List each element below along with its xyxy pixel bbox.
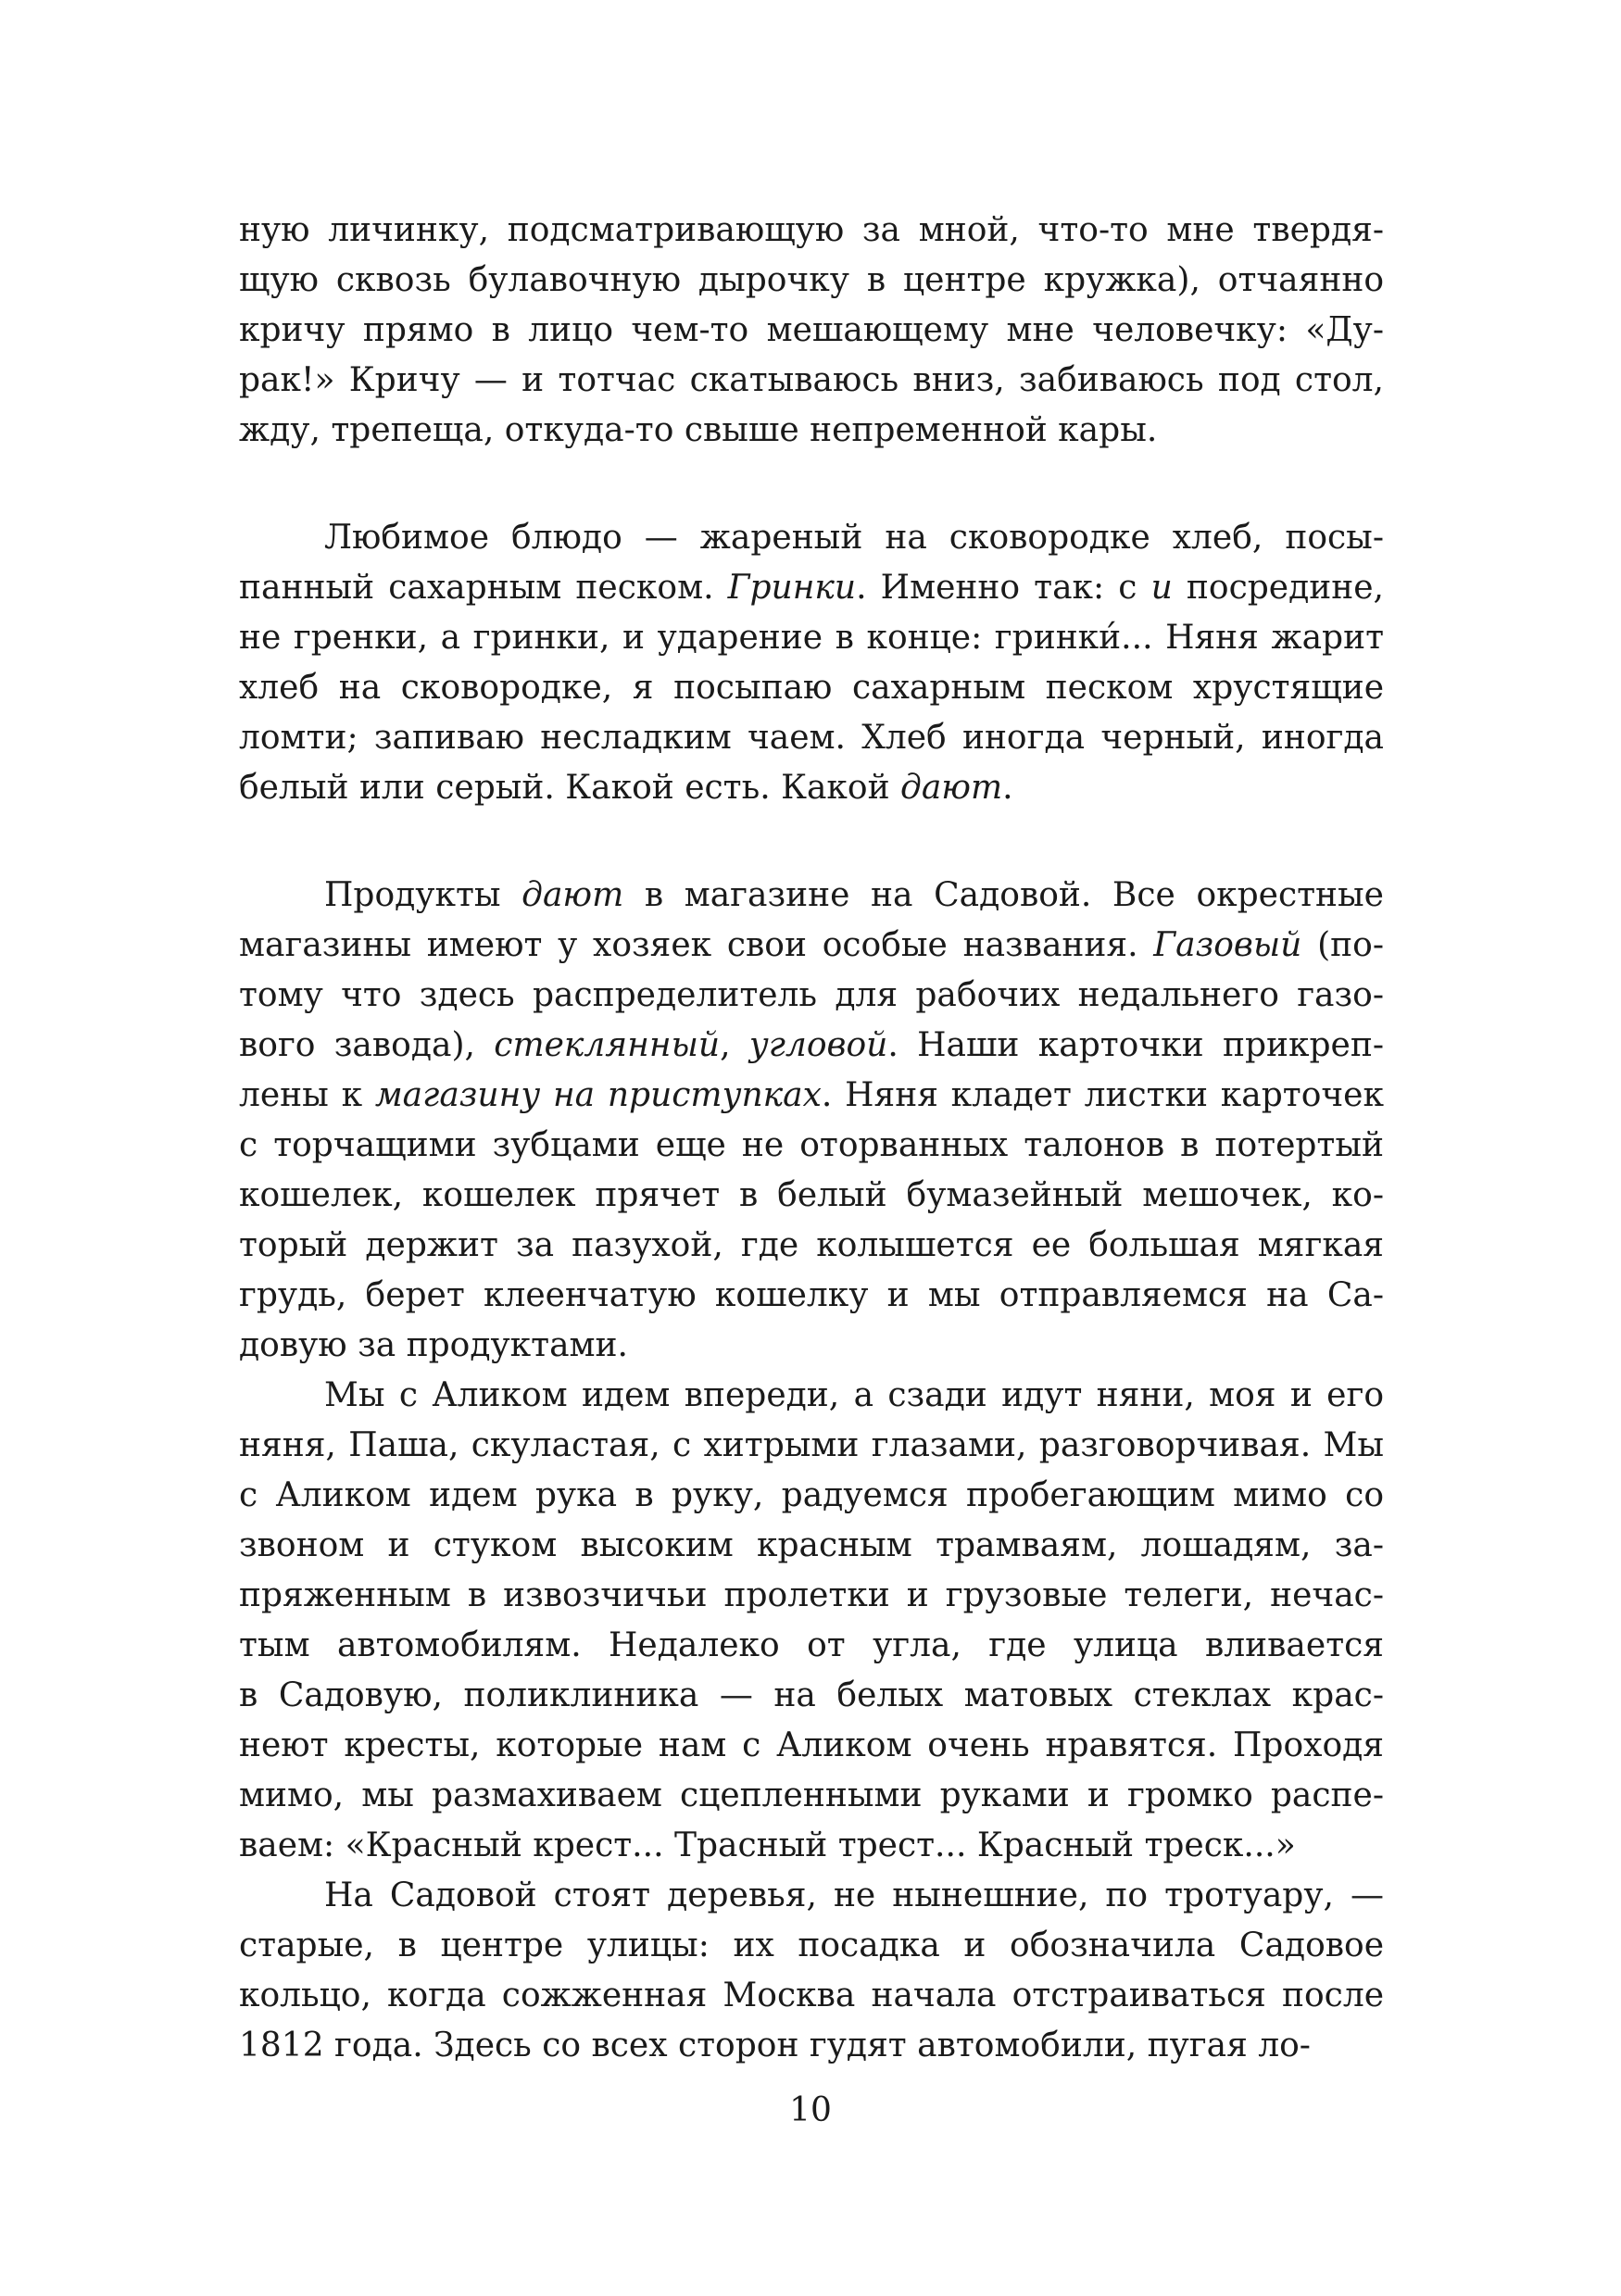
italic-text: и bbox=[1150, 569, 1173, 607]
text-line bbox=[239, 1021, 1384, 1071]
text-run: Продукты bbox=[324, 876, 522, 914]
paragraph bbox=[239, 513, 1384, 813]
italic-text: дают bbox=[900, 769, 1003, 807]
italic-text: угловой bbox=[748, 1026, 888, 1064]
paragraph bbox=[239, 206, 1384, 456]
text-line bbox=[239, 1921, 1384, 1971]
page-number: 10 bbox=[789, 2091, 832, 2129]
text-line bbox=[239, 921, 1384, 971]
text-run: белый или серый. Какой есть. Какой bbox=[239, 769, 901, 807]
text-run: няня, Паша, скуластая, с хитрыми глазами, разговорчивая. Мы bbox=[239, 1426, 1384, 1464]
text-run: старые, в центре улицы: их посадка и обозначила Садовое bbox=[239, 1926, 1384, 1964]
italic-text: стеклянный bbox=[494, 1026, 721, 1064]
text-line bbox=[239, 1871, 1384, 1921]
text-run: вого завода), bbox=[239, 1026, 495, 1064]
text-run: звоном и стуком высоким красным трамваям, лошадям, за- bbox=[239, 1526, 1384, 1564]
text-run: с торчащими зубцами еще не оторванных талонов в потертый bbox=[239, 1126, 1384, 1164]
text-run: лены к bbox=[239, 1076, 375, 1114]
text-run: . Няня кладет листки карточек bbox=[821, 1076, 1384, 1114]
italic-text: Гринки bbox=[727, 569, 857, 607]
text-run: довую за продуктами. bbox=[239, 1326, 628, 1364]
text-line bbox=[239, 1521, 1384, 1571]
text-line bbox=[239, 1271, 1384, 1321]
text-line bbox=[239, 871, 1384, 921]
text-run: панный сахарным песком. bbox=[239, 569, 728, 607]
italic-text: Газовый bbox=[1153, 926, 1302, 964]
text-line bbox=[239, 1371, 1384, 1421]
text-line bbox=[239, 2021, 1384, 2071]
text-line bbox=[239, 1771, 1384, 1821]
text-line bbox=[239, 613, 1384, 663]
text-run: кольцо, когда сожженная Москва начала отстраиваться после bbox=[239, 1976, 1384, 2014]
text-run: пряженным в извозчичьи пролетки и грузовые телеги, нечас- bbox=[239, 1576, 1384, 1614]
text-run: тым автомобилям. Недалеко от угла, где улица вливается bbox=[239, 1626, 1384, 1664]
text-run: посредине, bbox=[1172, 569, 1384, 607]
text-line bbox=[239, 713, 1384, 763]
text-run: кошелек, кошелек прячет в белый бумазейный мешочек, ко- bbox=[239, 1176, 1384, 1214]
text-run: жду, трепеща, откуда-то свыше непременной кары. bbox=[239, 411, 1158, 449]
text-run: Любимое блюдо — жареный на сковородке хлеб, посы- bbox=[324, 519, 1384, 557]
text-line bbox=[239, 1471, 1384, 1521]
text-run: На Садовой стоят деревья, не нынешние, по тротуару, — bbox=[324, 1876, 1384, 1914]
italic-text: дают bbox=[521, 876, 624, 914]
text-run: 1812 года. Здесь со всех сторон гудят автомобили, пугая ло- bbox=[239, 2026, 1311, 2064]
text-run: хлеб на сковородке, я посыпаю сахарным песком хрустящие bbox=[239, 669, 1384, 707]
text-line bbox=[239, 1671, 1384, 1721]
text-run: грудь, берет клеенчатую кошелку и мы отправляемся на Са- bbox=[239, 1276, 1384, 1314]
paragraph bbox=[239, 871, 1384, 1371]
text-line bbox=[239, 1221, 1384, 1271]
text-run: в магазине на Садовой. Все окрестные bbox=[623, 876, 1384, 914]
page-body bbox=[239, 206, 1384, 2071]
text-run: ваем: «Красный крест... Трасный трест... Красный треск...» bbox=[239, 1826, 1296, 1864]
text-line bbox=[239, 1571, 1384, 1621]
text-run: мимо, мы размахиваем сцепленными руками и громко распе- bbox=[239, 1776, 1384, 1814]
paragraph-gap bbox=[239, 456, 1384, 513]
text-line bbox=[239, 763, 1384, 813]
text-line bbox=[239, 563, 1384, 613]
text-line bbox=[239, 1971, 1384, 2021]
text-run: тому что здесь распределитель для рабочих недальнего газо- bbox=[239, 976, 1384, 1014]
text-run: кричу прямо в лицо чем-то мешающему мне человечку: «Ду- bbox=[239, 311, 1384, 349]
text-line bbox=[239, 256, 1384, 306]
text-run: (по- bbox=[1301, 926, 1384, 964]
text-line bbox=[239, 1321, 1384, 1371]
text-run: магазины имеют у хозяек свои особые названия. bbox=[239, 926, 1154, 964]
text-run: в Садовую, поликлиника — на белых матовых стеклах крас- bbox=[239, 1676, 1384, 1714]
text-run: рак!» Кричу — и тотчас скатываюсь вниз, забиваюсь под стол, bbox=[239, 361, 1384, 399]
text-run: . bbox=[1002, 769, 1013, 807]
text-line bbox=[239, 1421, 1384, 1471]
italic-text: магазину на приступках bbox=[374, 1076, 822, 1114]
text-run: ную личинку, подсматривающую за мной, что-то мне твердя- bbox=[239, 211, 1384, 249]
text-run: торый держит за пазухой, где колышется ее большая мягкая bbox=[239, 1226, 1384, 1264]
text-run: , bbox=[720, 1026, 749, 1064]
text-run: . Именно так: с bbox=[856, 569, 1151, 607]
text-line bbox=[239, 513, 1384, 563]
text-line bbox=[239, 1721, 1384, 1771]
text-line bbox=[239, 1821, 1384, 1871]
text-line bbox=[239, 663, 1384, 713]
text-line bbox=[239, 1071, 1384, 1121]
text-run: с Аликом идем рука в руку, радуемся пробегающим мимо со bbox=[239, 1476, 1384, 1514]
text-run: щую сквозь булавочную дырочку в центре кружка), отчаянно bbox=[239, 261, 1384, 299]
text-run: неют кресты, которые нам с Аликом очень нравятся. Проходя bbox=[239, 1726, 1384, 1764]
text-line bbox=[239, 306, 1384, 356]
text-run: ломти; запиваю несладким чаем. Хлеб иногда черный, иногда bbox=[239, 719, 1384, 757]
text-run: не гренки, а гринки, и ударение в конце: гринки́... Няня жарит bbox=[239, 619, 1384, 657]
text-line bbox=[239, 1621, 1384, 1671]
text-line bbox=[239, 406, 1384, 456]
text-line bbox=[239, 1171, 1384, 1221]
text-run: Мы с Аликом идем впереди, а сзади идут няни, моя и его bbox=[324, 1376, 1384, 1414]
paragraph bbox=[239, 1371, 1384, 1871]
text-run: . Наши карточки прикреп- bbox=[887, 1026, 1384, 1064]
text-line bbox=[239, 356, 1384, 406]
paragraph bbox=[239, 1871, 1384, 2071]
text-line bbox=[239, 206, 1384, 256]
text-line bbox=[239, 1121, 1384, 1171]
text-line bbox=[239, 971, 1384, 1021]
paragraph-gap bbox=[239, 813, 1384, 871]
